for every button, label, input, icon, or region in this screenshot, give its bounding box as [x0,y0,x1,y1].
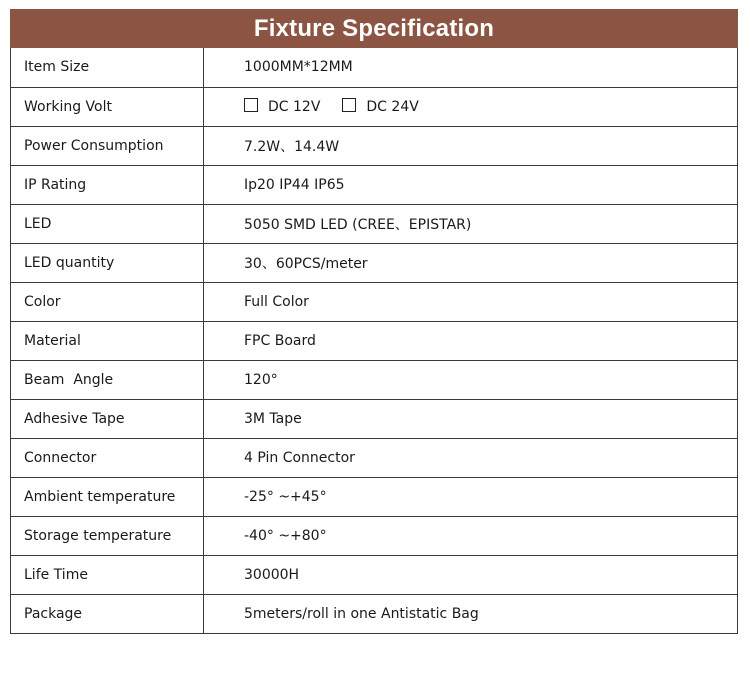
row-value: 5meters/roll in one Antistatic Bag [204,594,738,633]
table-row [11,204,738,243]
row-label: Material [11,321,204,360]
table-row [11,555,738,594]
row-label: Package [11,594,204,633]
row-value: 5050 SMD LED (CREE、EPISTAR) [204,204,738,243]
option-label: DC 12V [268,99,321,115]
table-row [11,399,738,438]
row-value: 30、60PCS/meter [204,243,738,282]
row-value: 7.2W、14.4W [204,126,738,165]
row-label: LED [11,204,204,243]
row-label: Item Size [11,48,204,87]
spec-table [10,48,738,634]
row-label: Ambient temperature [11,477,204,516]
table-row [11,360,738,399]
row-label: Power Consumption [11,126,204,165]
row-value: 3M Tape [204,399,738,438]
table-row [11,438,738,477]
row-value: 120° [204,360,738,399]
page-title: Fixture Specification [253,15,495,42]
table-row [11,243,738,282]
row-value: Full Color [204,282,738,321]
checkbox-icon[interactable] [342,98,356,112]
table-row [11,126,738,165]
row-label: Storage temperature [11,516,204,555]
option-label: DC 24V [366,99,419,115]
row-value: 30000H [204,555,738,594]
table-row [11,87,738,126]
row-value: 1000MM*12MM [204,48,738,87]
row-value: Ip20 IP44 IP65 [204,165,738,204]
volt-options [204,87,738,126]
spec-sheet [10,9,738,634]
row-value: FPC Board [204,321,738,360]
checkbox-icon[interactable] [244,98,258,112]
row-label: Connector [11,438,204,477]
table-row [11,48,738,87]
row-label: IP Rating [11,165,204,204]
table-row [11,282,738,321]
volt-option-12v[interactable] [244,98,320,115]
row-value: 4 Pin Connector [204,438,738,477]
table-row [11,165,738,204]
row-label: Life Time [11,555,204,594]
table-row [11,477,738,516]
table-row [11,594,738,633]
row-label: Beam Angle [11,360,204,399]
row-label: Adhesive Tape [11,399,204,438]
title-bar [10,9,738,48]
row-value: -25° ~+45° [204,477,738,516]
row-label: Working Volt [11,87,204,126]
row-label: Color [11,282,204,321]
row-label: LED quantity [11,243,204,282]
volt-option-24v[interactable] [342,98,418,115]
table-row [11,516,738,555]
table-row [11,321,738,360]
row-value: -40° ~+80° [204,516,738,555]
